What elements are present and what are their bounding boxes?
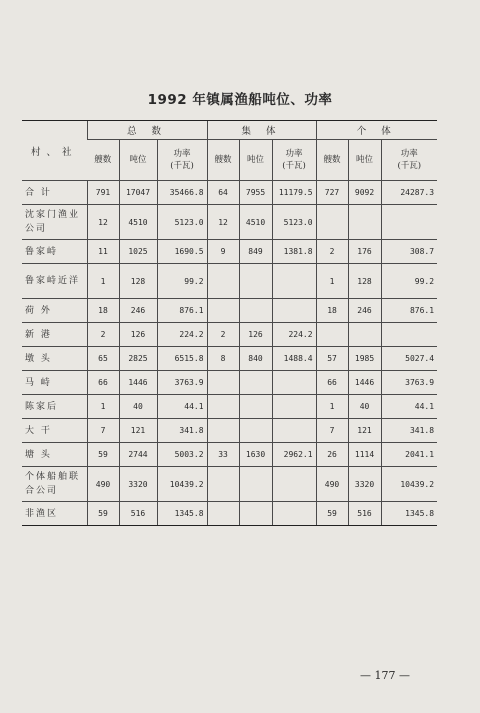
row-name: 大 干 bbox=[22, 419, 87, 443]
cell-count: 7 bbox=[316, 419, 348, 443]
cell-tonnage: 4510 bbox=[119, 205, 157, 240]
cell-power: 224.2 bbox=[157, 323, 207, 347]
table-row bbox=[22, 502, 437, 526]
cell-count: 65 bbox=[87, 347, 119, 371]
cell-count: 66 bbox=[87, 371, 119, 395]
page-number: — 177 — bbox=[360, 669, 410, 682]
cell-count bbox=[316, 205, 348, 240]
cell-tonnage: 2744 bbox=[119, 443, 157, 467]
table-row bbox=[22, 205, 437, 240]
cell-count: 57 bbox=[316, 347, 348, 371]
cell-tonnage: 1025 bbox=[119, 240, 157, 264]
cell-power: 1345.8 bbox=[157, 502, 207, 526]
cell-power: 5027.4 bbox=[381, 347, 437, 371]
cell-count bbox=[207, 299, 239, 323]
cell-tonnage: 128 bbox=[348, 264, 381, 299]
cell-power: 35466.8 bbox=[157, 181, 207, 205]
table-row bbox=[22, 467, 437, 502]
header-count: 艘数 bbox=[207, 140, 239, 181]
cell-count: 11 bbox=[87, 240, 119, 264]
cell-tonnage: 849 bbox=[239, 240, 272, 264]
cell-power: 1345.8 bbox=[381, 502, 437, 526]
cell-power: 5123.0 bbox=[272, 205, 316, 240]
cell-tonnage: 7955 bbox=[239, 181, 272, 205]
cell-count: 1 bbox=[87, 395, 119, 419]
cell-tonnage bbox=[348, 323, 381, 347]
cell-count bbox=[207, 264, 239, 299]
cell-tonnage: 176 bbox=[348, 240, 381, 264]
table-title: 1992 年镇属渔船吨位、功率 bbox=[147, 92, 333, 108]
cell-count: 9 bbox=[207, 240, 239, 264]
cell-power bbox=[381, 205, 437, 240]
header-power: 功率 (千瓦) bbox=[381, 140, 437, 181]
cell-count: 33 bbox=[207, 443, 239, 467]
cell-tonnage: 1446 bbox=[348, 371, 381, 395]
cell-count: 490 bbox=[316, 467, 348, 502]
cell-power bbox=[272, 467, 316, 502]
cell-tonnage bbox=[239, 371, 272, 395]
cell-count: 7 bbox=[87, 419, 119, 443]
header-total: 总 数 bbox=[87, 121, 207, 140]
cell-tonnage: 126 bbox=[239, 323, 272, 347]
cell-count: 66 bbox=[316, 371, 348, 395]
cell-tonnage: 246 bbox=[348, 299, 381, 323]
cell-power bbox=[272, 299, 316, 323]
cell-tonnage: 9092 bbox=[348, 181, 381, 205]
cell-tonnage: 126 bbox=[119, 323, 157, 347]
cell-tonnage bbox=[239, 502, 272, 526]
cell-power: 10439.2 bbox=[157, 467, 207, 502]
cell-count: 12 bbox=[207, 205, 239, 240]
cell-count: 59 bbox=[87, 502, 119, 526]
header-tonnage: 吨位 bbox=[348, 140, 381, 181]
cell-power bbox=[272, 502, 316, 526]
cell-tonnage: 516 bbox=[119, 502, 157, 526]
row-name: 塘 头 bbox=[22, 443, 87, 467]
cell-tonnage bbox=[239, 467, 272, 502]
cell-count bbox=[207, 395, 239, 419]
table-row bbox=[22, 181, 437, 205]
cell-power: 876.1 bbox=[157, 299, 207, 323]
cell-tonnage: 128 bbox=[119, 264, 157, 299]
cell-tonnage: 1630 bbox=[239, 443, 272, 467]
cell-tonnage bbox=[239, 395, 272, 419]
cell-power: 3763.9 bbox=[381, 371, 437, 395]
cell-power: 308.7 bbox=[381, 240, 437, 264]
cell-tonnage: 3320 bbox=[119, 467, 157, 502]
table-row bbox=[22, 264, 437, 299]
cell-count: 59 bbox=[87, 443, 119, 467]
table-row bbox=[22, 299, 437, 323]
cell-count: 1 bbox=[87, 264, 119, 299]
row-name: 马 峙 bbox=[22, 371, 87, 395]
cell-tonnage bbox=[239, 419, 272, 443]
header-village: 村、社 bbox=[22, 121, 87, 181]
cell-tonnage: 1985 bbox=[348, 347, 381, 371]
cell-count: 727 bbox=[316, 181, 348, 205]
cell-count: 8 bbox=[207, 347, 239, 371]
cell-tonnage: 3320 bbox=[348, 467, 381, 502]
table-row bbox=[22, 323, 437, 347]
cell-tonnage: 1114 bbox=[348, 443, 381, 467]
cell-count: 2 bbox=[87, 323, 119, 347]
cell-count: 1 bbox=[316, 395, 348, 419]
row-name: 非渔区 bbox=[22, 502, 87, 526]
header-tonnage: 吨位 bbox=[119, 140, 157, 181]
cell-power bbox=[272, 371, 316, 395]
cell-power: 341.8 bbox=[157, 419, 207, 443]
cell-count: 791 bbox=[87, 181, 119, 205]
fishing-boat-table bbox=[22, 120, 437, 526]
header-tonnage: 吨位 bbox=[239, 140, 272, 181]
cell-power: 99.2 bbox=[381, 264, 437, 299]
table-row bbox=[22, 419, 437, 443]
cell-power: 876.1 bbox=[381, 299, 437, 323]
cell-power: 24287.3 bbox=[381, 181, 437, 205]
cell-power bbox=[381, 323, 437, 347]
cell-power: 341.8 bbox=[381, 419, 437, 443]
cell-tonnage: 121 bbox=[348, 419, 381, 443]
cell-tonnage: 246 bbox=[119, 299, 157, 323]
cell-power: 5003.2 bbox=[157, 443, 207, 467]
cell-power: 5123.0 bbox=[157, 205, 207, 240]
cell-count: 18 bbox=[316, 299, 348, 323]
table-row bbox=[22, 371, 437, 395]
cell-power: 1381.8 bbox=[272, 240, 316, 264]
header-individual: 个 体 bbox=[316, 121, 437, 140]
row-name: 个体船舶联合公司 bbox=[22, 467, 87, 502]
cell-tonnage bbox=[348, 205, 381, 240]
cell-power: 3763.9 bbox=[157, 371, 207, 395]
table-row bbox=[22, 347, 437, 371]
cell-count: 490 bbox=[87, 467, 119, 502]
cell-count: 64 bbox=[207, 181, 239, 205]
row-name: 鲁家峙 bbox=[22, 240, 87, 264]
cell-count: 26 bbox=[316, 443, 348, 467]
row-name: 鲁家峙近洋 bbox=[22, 264, 87, 299]
cell-power: 11179.5 bbox=[272, 181, 316, 205]
row-name: 新 港 bbox=[22, 323, 87, 347]
cell-count bbox=[207, 467, 239, 502]
cell-power bbox=[272, 264, 316, 299]
row-name: 荷 外 bbox=[22, 299, 87, 323]
row-name: 沈家门渔业公司 bbox=[22, 205, 87, 240]
cell-tonnage: 17047 bbox=[119, 181, 157, 205]
cell-power: 44.1 bbox=[157, 395, 207, 419]
header-count: 艘数 bbox=[87, 140, 119, 181]
cell-tonnage: 840 bbox=[239, 347, 272, 371]
cell-count bbox=[316, 323, 348, 347]
table-row bbox=[22, 443, 437, 467]
cell-count bbox=[207, 371, 239, 395]
cell-power bbox=[272, 419, 316, 443]
cell-count: 12 bbox=[87, 205, 119, 240]
header-power: 功率 (千瓦) bbox=[157, 140, 207, 181]
cell-count: 2 bbox=[316, 240, 348, 264]
cell-count: 1 bbox=[316, 264, 348, 299]
cell-tonnage: 40 bbox=[119, 395, 157, 419]
cell-count bbox=[207, 502, 239, 526]
cell-power: 1488.4 bbox=[272, 347, 316, 371]
row-name: 合 计 bbox=[22, 181, 87, 205]
table-row bbox=[22, 395, 437, 419]
cell-count bbox=[207, 419, 239, 443]
cell-tonnage: 2825 bbox=[119, 347, 157, 371]
cell-tonnage: 516 bbox=[348, 502, 381, 526]
cell-power: 2962.1 bbox=[272, 443, 316, 467]
row-name: 墩 头 bbox=[22, 347, 87, 371]
cell-tonnage: 40 bbox=[348, 395, 381, 419]
cell-power: 224.2 bbox=[272, 323, 316, 347]
cell-power: 10439.2 bbox=[381, 467, 437, 502]
cell-power: 2041.1 bbox=[381, 443, 437, 467]
cell-count: 18 bbox=[87, 299, 119, 323]
cell-power bbox=[272, 395, 316, 419]
cell-tonnage bbox=[239, 299, 272, 323]
cell-count: 2 bbox=[207, 323, 239, 347]
cell-count: 59 bbox=[316, 502, 348, 526]
cell-power: 44.1 bbox=[381, 395, 437, 419]
header-power: 功率 (千瓦) bbox=[272, 140, 316, 181]
cell-tonnage: 121 bbox=[119, 419, 157, 443]
cell-tonnage: 1446 bbox=[119, 371, 157, 395]
cell-tonnage: 4510 bbox=[239, 205, 272, 240]
table-row bbox=[22, 240, 437, 264]
header-collective: 集 体 bbox=[207, 121, 316, 140]
cell-power: 99.2 bbox=[157, 264, 207, 299]
cell-tonnage bbox=[239, 264, 272, 299]
header-group-row bbox=[22, 121, 437, 140]
cell-power: 1690.5 bbox=[157, 240, 207, 264]
row-name: 陈家后 bbox=[22, 395, 87, 419]
header-count: 艘数 bbox=[316, 140, 348, 181]
cell-power: 6515.8 bbox=[157, 347, 207, 371]
